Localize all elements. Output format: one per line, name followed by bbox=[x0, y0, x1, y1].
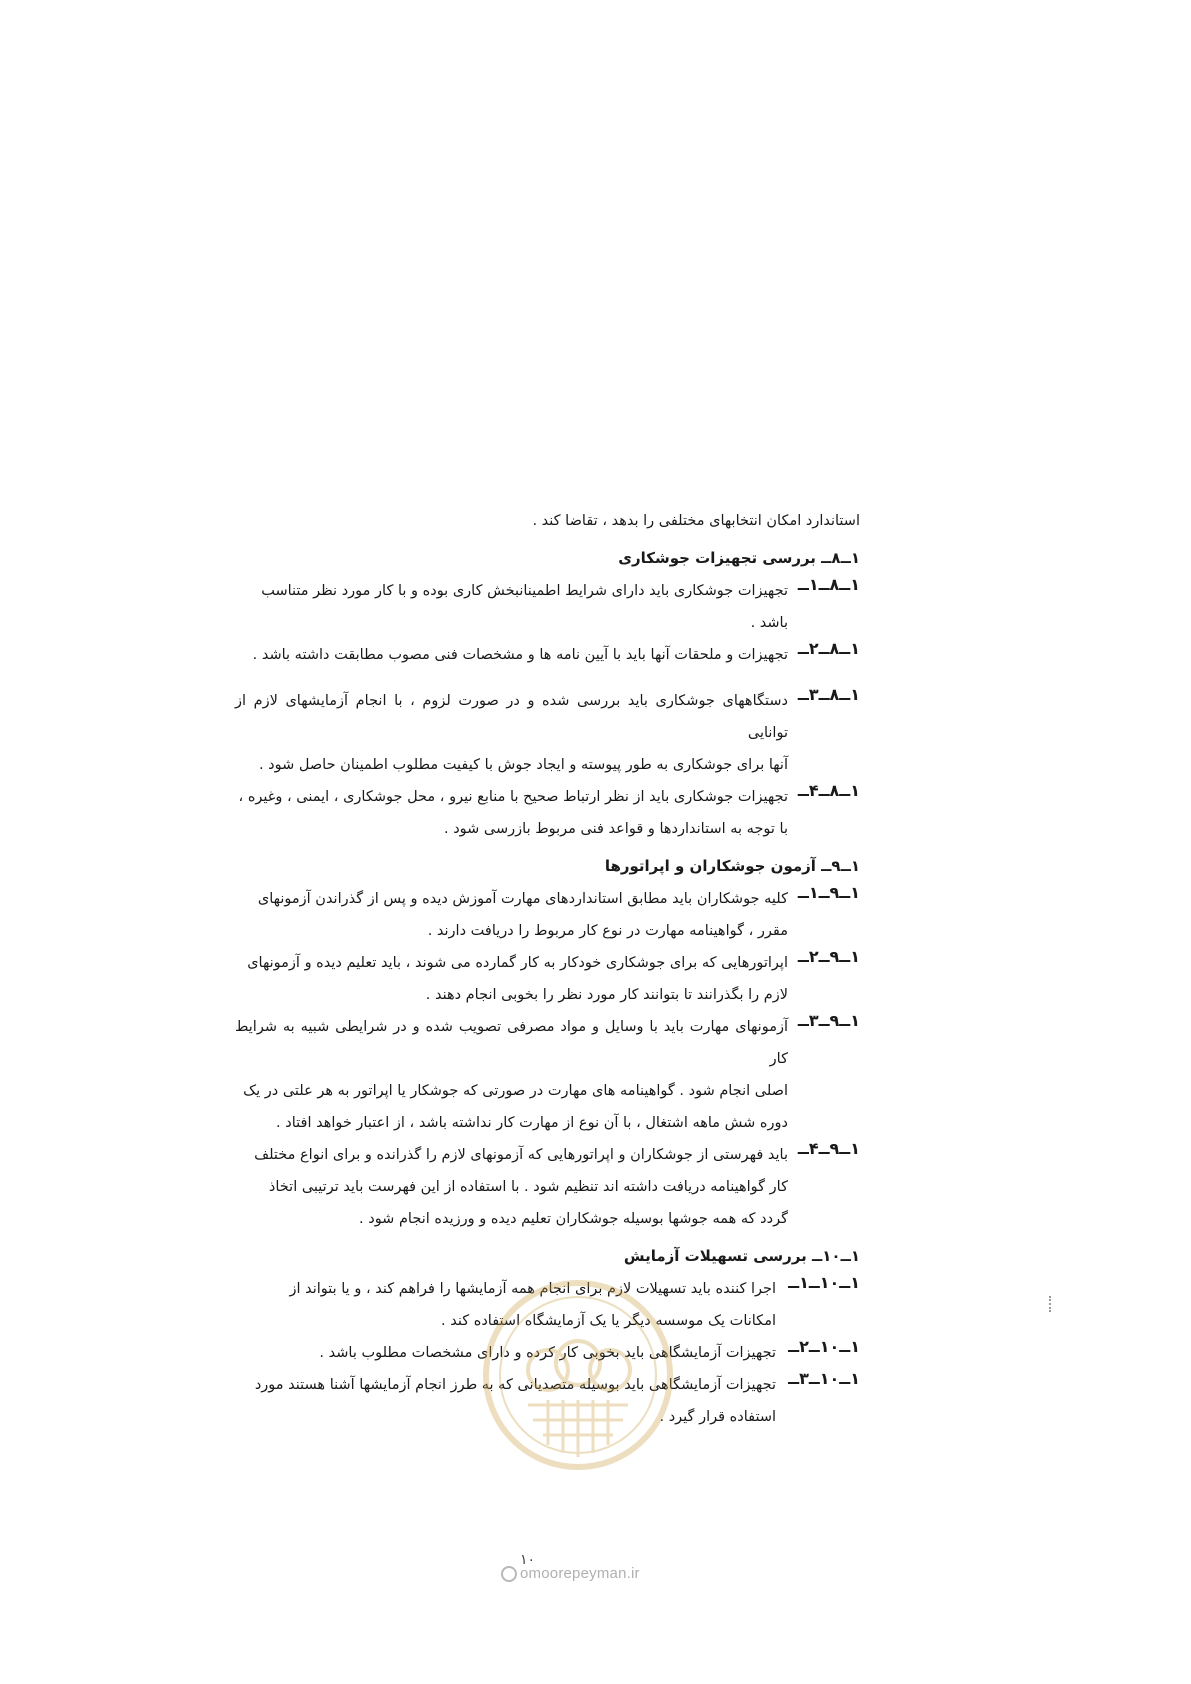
clause-text bbox=[235, 883, 788, 947]
clause-number: ۱ــ۹ــ۱ــ bbox=[797, 883, 860, 902]
clause-text bbox=[235, 639, 788, 671]
clause-line: آزمونهای مهارت باید با وسایل و مواد مصرفی تصویب شده و در شرایطی شبیه به شرایط کار bbox=[235, 1019, 788, 1067]
clause-line: امکانات یک موسسه دیگر یا یک آزمایشگاه استفاده کند . bbox=[441, 1313, 776, 1329]
clause-1-8-1 bbox=[235, 575, 860, 639]
clause-number: ۱ــ۸ــ۲ــ bbox=[797, 639, 860, 658]
clause-1-9-1 bbox=[235, 883, 860, 947]
clause-line: لازم را بگذرانند تا بتوانند کار مورد نظر را بخوبی انجام دهند . bbox=[425, 987, 788, 1003]
clause-number: ۱ــ۸ــ۱ــ bbox=[797, 575, 860, 594]
clause-line: تجهیزات و ملحقات آنها باید با آیین نامه ها و مشخصات فنی مصوب مطابقت داشته باشد . bbox=[252, 647, 788, 663]
clause-number: ۱ــ۱۰ــ۳ــ bbox=[788, 1369, 860, 1388]
intro-line: استاندارد امکان انتخابهای مختلفی را بدهد ، تقاضا کند . bbox=[532, 513, 860, 529]
section-heading-1-10: ۱ــ۱۰ــ بررسی تسهیلات آزمایش bbox=[623, 1247, 860, 1265]
clause-line: استفاده قرار گیرد . bbox=[659, 1409, 776, 1425]
clause-1-9-4 bbox=[235, 1139, 860, 1235]
clause-line: مقرر ، گواهینامه مهارت در نوع کار مربوط را دریافت دارند . bbox=[427, 923, 788, 939]
clause-number: ۱ــ۱۰ــ۲ــ bbox=[788, 1337, 860, 1356]
clause-line: باشد . bbox=[750, 615, 788, 631]
clause-line: تجهیزات جوشکاری باید دارای شرایط اطمینانبخش کاری بوده و با کار مورد نظر متناسب bbox=[261, 583, 788, 599]
clause-1-9-3 bbox=[235, 1011, 860, 1139]
clause-line: گردد که همه جوشها بوسیله جوشکاران تعلیم دیده و ورزیده انجام شود . bbox=[359, 1211, 788, 1227]
clause-number: ۱ــ۹ــ۴ــ bbox=[797, 1139, 860, 1158]
clause-line: با توجه به استانداردها و قواعد فنی مربوط بازرسی شود . bbox=[444, 821, 788, 837]
clause-1-8-4 bbox=[235, 781, 860, 845]
section-heading-1-8: ۱ــ۸ــ بررسی تجهیزات جوشکاری bbox=[618, 549, 860, 567]
clause-text bbox=[235, 947, 788, 1011]
clause-text bbox=[235, 1011, 788, 1139]
clause-line: تجهیزات جوشکاری باید از نظر ارتباط صحیح با منابع نیرو ، محل جوشکاری ، ایمنی ، وغیره ، bbox=[238, 789, 788, 805]
clause-line: اصلی انجام شود . گواهینامه های مهارت در صورتی که جوشکار یا اپراتور به هر علتی در یک bbox=[243, 1083, 788, 1099]
clause-line: تجهیزات آزمایشگاهی باید بخوبی کار کرده و دارای مشخصات مطلوب باشد . bbox=[319, 1345, 776, 1361]
clause-line: کار گواهینامه دریافت داشته اند تنظیم شود . با استفاده از این فهرست باید ترتیبی اتخاذ bbox=[268, 1179, 788, 1195]
clause-1-8-2 bbox=[235, 639, 860, 671]
clause-text bbox=[235, 685, 788, 781]
clause-line: اجرا کننده باید تسهیلات لازم برای انجام همه آزمایشها را فراهم کند ، و یا بتواند از bbox=[289, 1281, 776, 1297]
clause-number: ۱ــ۹ــ۲ــ bbox=[797, 947, 860, 966]
clause-line: اپراتورهایی که برای جوشکاری خودکار به کار گمارده می شوند ، باید تعلیم دیده و آزمونهای bbox=[247, 955, 788, 971]
clause-1-9-2 bbox=[235, 947, 860, 1011]
clause-number: ۱ــ۸ــ۴ــ bbox=[797, 781, 860, 800]
section-heading-1-9: ۱ــ۹ــ آزمون جوشکاران و اپراتورها bbox=[604, 857, 860, 875]
clause-text bbox=[235, 1139, 788, 1235]
clause-1-8-3 bbox=[235, 685, 860, 781]
clause-line: تجهیزات آزمایشگاهی باید بوسیله متصدیانی که به طرز انجام آزمایشها آشنا هستند مورد bbox=[254, 1377, 776, 1393]
watermark-url: omoorepeyman.ir bbox=[501, 1565, 640, 1582]
clause-line: آنها برای جوشکاری به طور پیوسته و ایجاد جوش با کیفیت مطلوب اطمینان حاصل شود . bbox=[258, 757, 788, 773]
watermark-logo-icon bbox=[501, 1566, 517, 1582]
watermark-seal-icon bbox=[478, 1275, 678, 1475]
clause-number: ۱ــ۹ــ۳ــ bbox=[797, 1011, 860, 1030]
clause-line: دستگاههای جوشکاری باید بررسی شده و در صورت لزوم ، با انجام آزمایشهای لازم از توانایی bbox=[235, 693, 788, 741]
margin-mark bbox=[1049, 1296, 1054, 1312]
clause-line: کلیه جوشکاران باید مطابق استانداردهای مهارت آموزش دیده و پس از گذراندن آزمونهای bbox=[257, 891, 788, 907]
clause-number: ۱ــ۱۰ــ۱ــ bbox=[788, 1273, 860, 1292]
clause-line: دوره شش ماهه اشتغال ، با آن نوع از مهارت کار نداشته باشد ، از اعتبار خواهد افتاد . bbox=[276, 1115, 788, 1131]
clause-text bbox=[235, 781, 788, 845]
clause-text bbox=[235, 575, 788, 639]
clause-line: باید فهرستی از جوشکاران و اپراتورهایی که آزمونهای لازم را گذرانده و برای انواع مختلف bbox=[254, 1147, 788, 1163]
clause-number: ۱ــ۸ــ۳ــ bbox=[797, 685, 860, 704]
page-number: ۱۰ bbox=[520, 1552, 536, 1568]
